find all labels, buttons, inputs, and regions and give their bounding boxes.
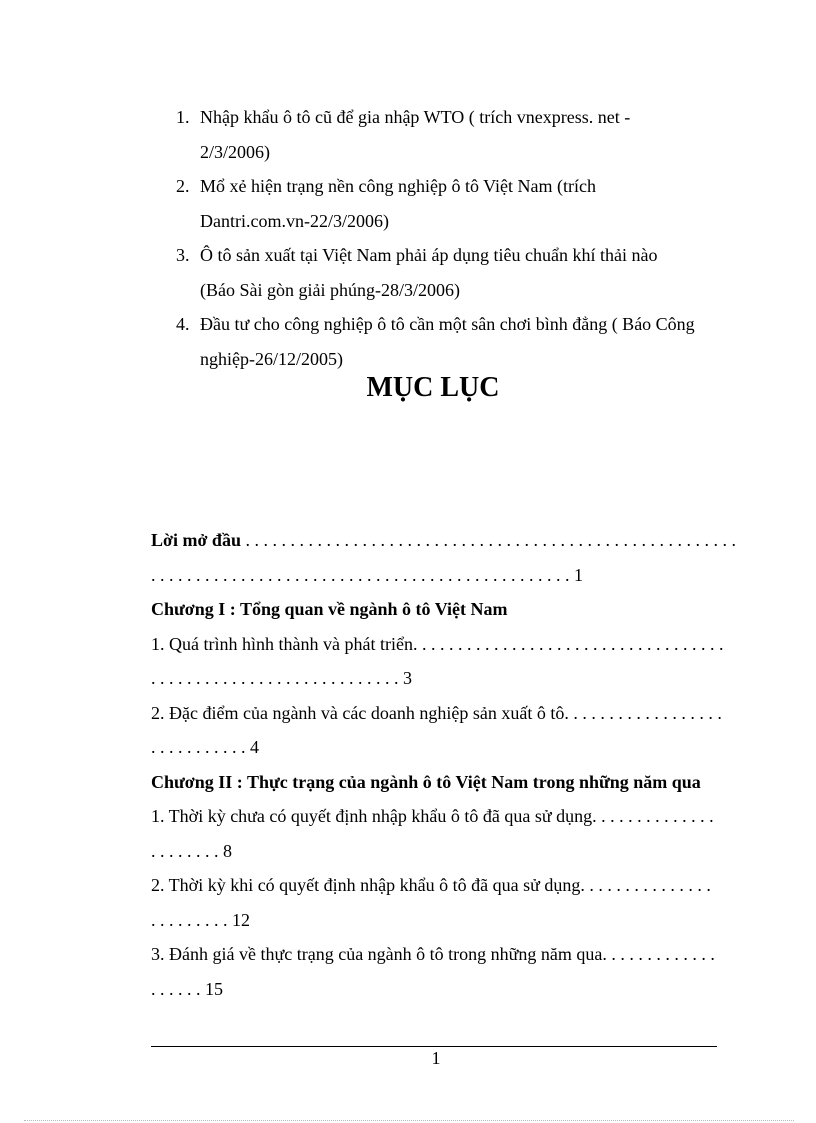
toc-page-number: 4 [250,737,259,757]
toc-leader-dots: . . . . . . . . [151,840,219,861]
toc-entry-cont [151,730,741,765]
reference-item [176,307,716,376]
toc-entry-label: 2. Đặc điểm của ngành và các doanh nghiệp sản xuất ô tô. [151,702,569,723]
toc-page-number: 3 [403,668,412,688]
toc-leader-dots: . . . . . . . . . [151,909,228,930]
toc-entry-label: Lời mở đầu [151,530,241,550]
toc-title: MỤC LỤC [366,372,500,403]
reference-number: 1. [176,107,190,127]
reference-text: Mổ xẻ hiện trạng nền công nghiệp ô tô Việt Nam (trích [200,176,596,196]
toc-leader-dots: . . . . . . . . . . . . [611,944,715,964]
reference-text: Đầu tư cho công nghiệp ô tô cần một sân chơi bình đẳng ( Báo Công [200,314,695,334]
footer-divider [151,1046,717,1047]
toc-page-number: 15 [205,978,223,999]
table-of-contents [151,523,741,1006]
toc-entry-cont [151,972,741,1007]
toc-chapter-heading[interactable]: Chương II : Thực trạng của ngành ô tô Việt Nam trong những năm qua [151,771,701,792]
reference-number: 3. [176,245,190,265]
toc-entry[interactable] [151,937,741,972]
toc-entry-cont [151,834,741,869]
toc-page-number: 12 [232,909,250,930]
toc-leader-dots: . . . . . . . . . . . . . . [589,875,711,895]
toc-entry-intro-cont [151,558,741,593]
toc-entry-cont [151,903,741,938]
reference-text: Nhập khẩu ô tô cũ để gia nhập WTO ( trích vnexpress. net - [200,107,631,127]
reference-text-cont: nghiệp-26/12/2005) [200,348,343,369]
reference-text-cont: (Báo Sài gòn giải phúng-28/3/2006) [200,279,460,300]
toc-leader-dots: . . . . . . . . . . . . . . . . . . . . . . . . . . . . . . . . . . [421,633,724,654]
toc-leader-dots: . . . . . . . . . . . . . [601,806,714,826]
reference-number: 2. [176,176,190,196]
reference-item [176,238,716,307]
toc-entry-label: 2. Thời kỳ khi có quyết định nhập khẩu ô tô đã qua sử dụng. [151,875,585,895]
reference-list [176,100,716,376]
toc-leader-dots: . . . . . . . . . . . . . . . . . [573,702,722,723]
page-number: 1 [431,1048,441,1068]
toc-leader-dots: . . . . . . . . . . . . . . . . . . . . . . . . . . . . . . . . . . . . . . . . . . . . . . . . . . . . . . . [245,530,736,550]
reference-text-cont: 2/3/2006) [200,141,270,162]
toc-entry-label: 3. Đánh giá về thực trạng của ngành ô tô trong những năm qua. [151,944,607,964]
toc-page-number: 1 [574,564,583,585]
toc-entry-intro[interactable] [151,523,741,558]
toc-entry[interactable] [151,696,741,731]
toc-leader-dots: . . . . . . . . . . . . . . . . . . . . . . . . . . . . [151,668,399,688]
toc-chapter-heading[interactable]: Chương I : Tổng quan về ngành ô tô Việt Nam [151,599,508,619]
reference-number: 4. [176,314,190,334]
toc-leader-dots: . . . . . . . . . . . [151,737,246,757]
toc-leader-dots: . . . . . . . . . . . . . . . . . . . . . . . . . . . . . . . . . . . . . . . . . . . . . . . [151,564,570,585]
toc-entry[interactable] [151,799,741,834]
toc-entry[interactable] [151,868,741,903]
toc-page-number: 8 [223,840,232,861]
toc-leader-dots: . . . . . . [151,978,201,999]
toc-entry-cont [151,661,741,696]
reference-item [176,169,716,238]
toc-entry[interactable] [151,627,741,662]
reference-text-cont: Dantri.com.vn-22/3/2006) [200,210,389,231]
reference-item [176,100,716,169]
page-boundary-divider [24,1120,794,1121]
toc-entry-label: 1. Thời kỳ chưa có quyết định nhập khẩu ô tô đã qua sử dụng. [151,806,597,826]
toc-entry-label: 1. Quá trình hình thành và phát triển. [151,633,418,654]
reference-text: Ô tô sản xuất tại Việt Nam phải áp dụng tiêu chuẩn khí thải nào [200,245,658,265]
